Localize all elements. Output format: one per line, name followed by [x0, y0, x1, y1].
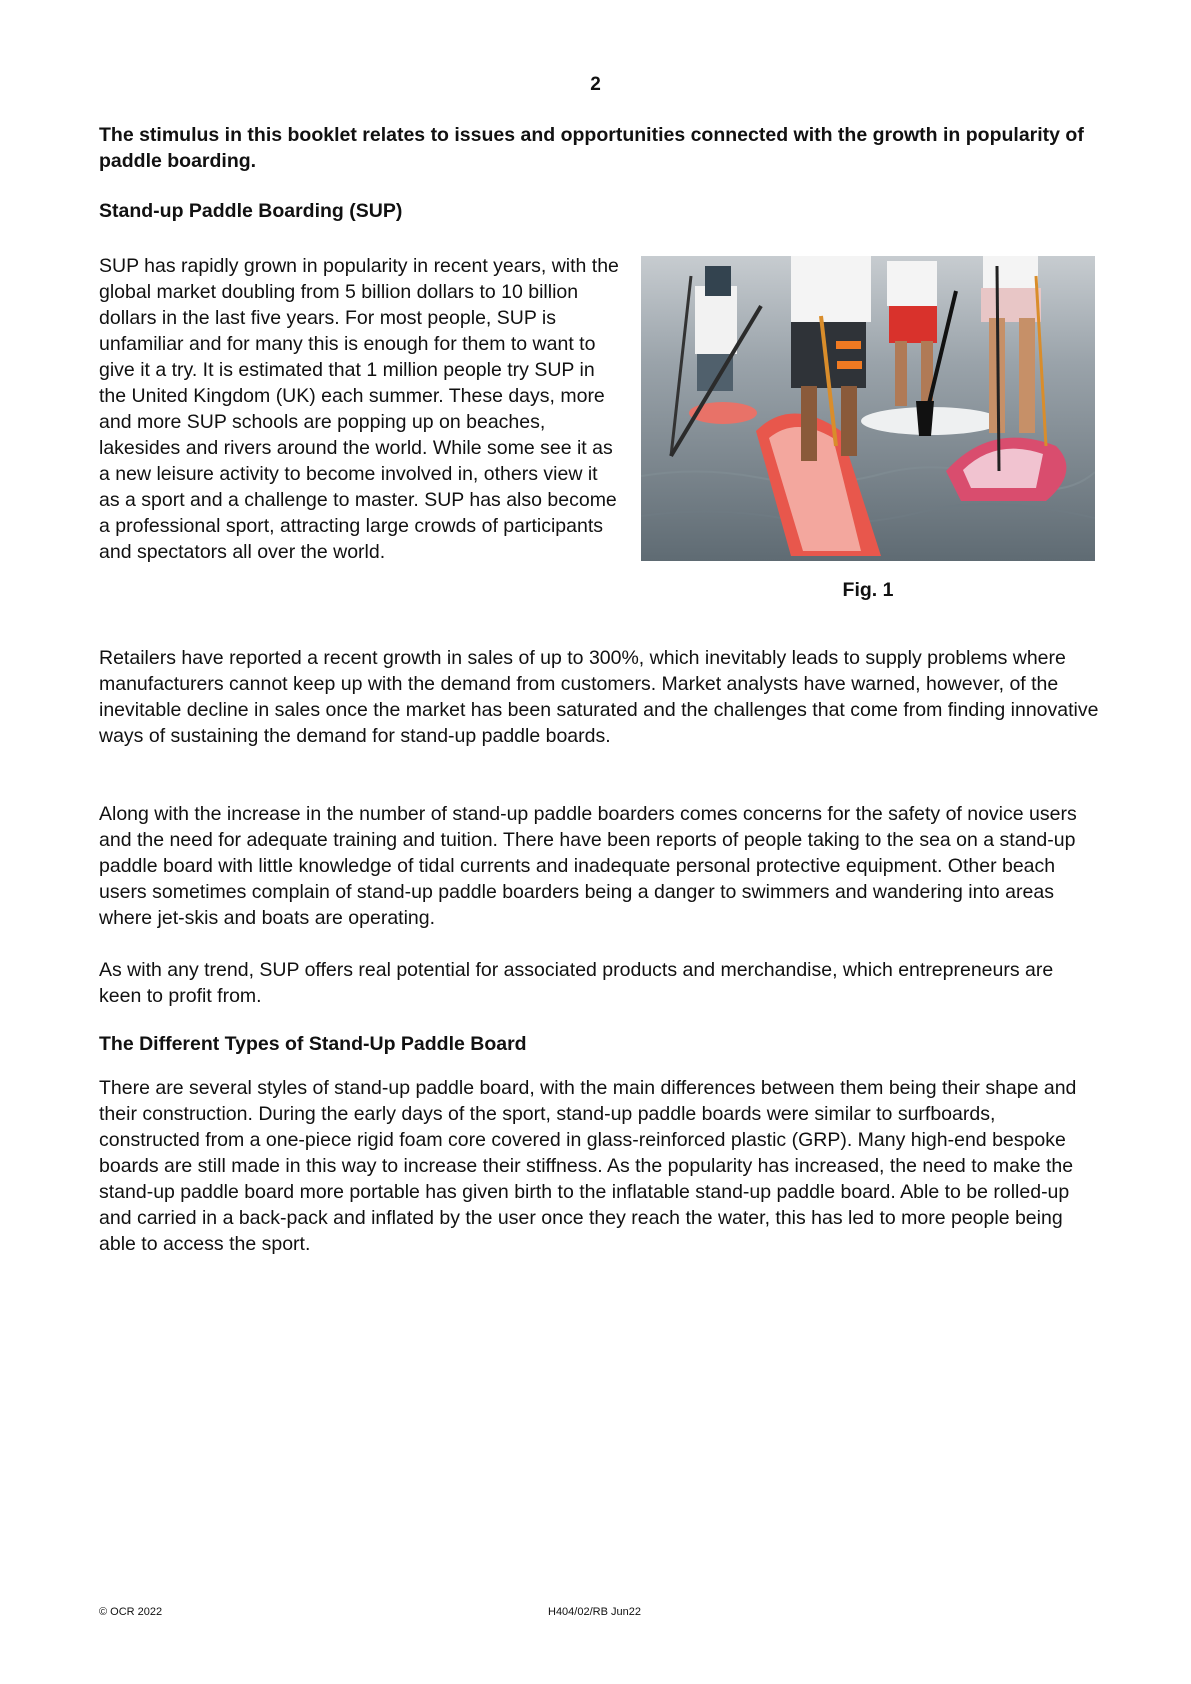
paddle-boarders-photo [641, 256, 1095, 561]
copyright-footer: © OCR 2022 [99, 1606, 163, 1618]
board-types-paragraph: There are several styles of stand-up paddle board, with the main differences between them being their shape and their construction. During the early days of the sport, stand-up paddle boards were similar to surfboards, constructed from a one-piece rigid foam core covered in glass-reinforced plastic (GRP). Many high-end bespoke boards are still made in this way to increase their stiffness. As the popularity has increased, the need to make the stand-up paddle board more portable has given birth to the inflatable stand-up paddle board. Able to be rolled-up and carried in a back-pack and inflated by the user once they reach the water, this has led to more people being able to access the sport. [99, 1077, 1077, 1255]
section-heading-sup: Stand-up Paddle Boarding (SUP) [99, 200, 403, 222]
page-number: 2 [590, 74, 601, 95]
figure-caption: Fig. 1 [842, 579, 894, 601]
document-code-footer: H404/02/RB Jun22 [548, 1606, 641, 1618]
body-paragraph: Along with the increase in the number of stand-up paddle boarders comes concerns for the safety of novice users and the need for adequate training and tuition. There have been reports of people taking to the sea on a stand-up paddle board with little knowledge of tidal currents and inadequate personal protective equipment. Other beach users sometimes complain of stand-up paddle boarders being a danger to swimmers and wandering into areas where jet-skis and boats are operating. [99, 803, 1077, 929]
sup-intro-paragraph: SUP has rapidly grown in popularity in recent years, with the global market doubling from 5 billion dollars to 10 billion dollars in the last five years. For most people, SUP is unfamiliar and for many this is enough for them to want to give it a try. It is estimated that 1 million people try SUP in the United Kingdom (UK) each summer. These days, more and more SUP schools are popping up on beaches, lakesides and rivers around the world. While some see it as a new leisure activity to become involved in, others view it as a sport and a challenge to master. SUP has also become a professional sport, attracting large crowds of participants and spectators all over the world. [99, 255, 619, 563]
section-heading-types: The Different Types of Stand-Up Paddle Board [99, 1033, 527, 1055]
body-paragraph: Retailers have reported a recent growth in sales of up to 300%, which inevitably leads to supply problems where manufacturers cannot keep up with the demand from customers. Market analysts have warned, however, of the inevitable decline in sales once the market has been saturated and the challenges that come from finding innovative ways of sustaining the demand for stand-up paddle boards. [99, 647, 1099, 747]
body-paragraph: As with any trend, SUP offers real potential for associated products and merchandise, which entrepreneurs are keen to profit from. [99, 959, 1054, 1007]
intro-text: The stimulus in this booklet relates to issues and opportunities connected with the growth in popularity of paddle boarding. [99, 124, 1084, 172]
